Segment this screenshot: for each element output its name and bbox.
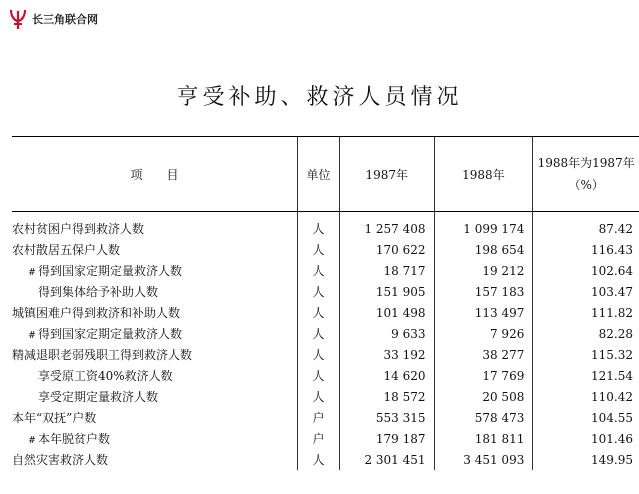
row-label-text: 享受原工资40%救济人数 xyxy=(38,369,173,383)
row-label-text: 享受定期定量救济人数 xyxy=(38,390,159,404)
header-1988: 1988年 xyxy=(434,137,533,212)
row-label-text: 本年“双抚”户数 xyxy=(12,411,97,425)
row-label xyxy=(12,323,298,344)
row-ratio: 111.82 xyxy=(533,302,639,323)
row-ratio: 102.64 xyxy=(533,260,639,281)
row-marker: # xyxy=(28,436,36,446)
row-value-1987: 179 187 xyxy=(339,428,434,449)
table-row xyxy=(12,281,639,302)
row-value-1988: 17 769 xyxy=(434,365,533,386)
row-value-1988: 157 183 xyxy=(434,281,533,302)
row-value-1988: 113 497 xyxy=(434,302,533,323)
logo-mark-icon xyxy=(8,8,28,30)
row-unit: 人 xyxy=(298,302,340,323)
row-label-text: 得到集体给予补助人数 xyxy=(38,285,159,299)
table-row xyxy=(12,323,639,344)
row-ratio: 103.47 xyxy=(533,281,639,302)
table-row xyxy=(12,212,639,240)
table-row xyxy=(12,449,639,470)
table-row xyxy=(12,239,639,260)
row-value-1987: 170 622 xyxy=(339,239,434,260)
header-row xyxy=(12,137,639,212)
table-row xyxy=(12,302,639,323)
table-row xyxy=(12,386,639,407)
row-label-text: 精减退职老弱残职工得到救济人数 xyxy=(12,348,193,362)
row-ratio: 87.42 xyxy=(533,212,639,240)
row-label-text: 城镇困难户得到救济和补助人数 xyxy=(12,306,181,320)
header-ratio-line1: 1988年为1987年 xyxy=(537,156,635,170)
site-logo xyxy=(8,8,98,30)
page-title: 亨受补助、救济人员情况 xyxy=(176,85,463,110)
row-unit: 户 xyxy=(298,428,340,449)
table-row xyxy=(12,365,639,386)
row-value-1988: 1 099 174 xyxy=(434,212,533,240)
row-value-1987: 9 633 xyxy=(339,323,434,344)
row-label-text: 自然灾害救济人数 xyxy=(12,453,109,467)
row-unit: 人 xyxy=(298,281,340,302)
row-ratio: 82.28 xyxy=(533,323,639,344)
row-marker: # xyxy=(28,331,36,341)
row-value-1987: 2 301 451 xyxy=(339,449,434,470)
row-label xyxy=(12,428,298,449)
row-label-text: 农村散居五保户人数 xyxy=(12,243,121,257)
row-value-1987: 553 315 xyxy=(339,407,434,428)
row-value-1988: 38 277 xyxy=(434,344,533,365)
row-label xyxy=(12,386,298,407)
row-value-1988: 578 473 xyxy=(434,407,533,428)
row-ratio: 110.42 xyxy=(533,386,639,407)
table-row xyxy=(12,260,639,281)
logo-text: 长三角联合网 xyxy=(32,13,98,26)
row-value-1988: 20 508 xyxy=(434,386,533,407)
header-unit: 单位 xyxy=(298,137,340,212)
table-row xyxy=(12,407,639,428)
row-unit: 人 xyxy=(298,212,340,240)
row-value-1987: 18 572 xyxy=(339,386,434,407)
row-value-1987: 101 498 xyxy=(339,302,434,323)
row-unit: 人 xyxy=(298,386,340,407)
row-value-1988: 19 212 xyxy=(434,260,533,281)
header-ratio xyxy=(533,137,639,212)
header-1987: 1987年 xyxy=(339,137,434,212)
row-ratio: 101.46 xyxy=(533,428,639,449)
row-label xyxy=(12,407,298,428)
row-ratio: 121.54 xyxy=(533,365,639,386)
header-ratio-line2: （%） xyxy=(568,178,604,192)
row-label xyxy=(12,449,298,470)
row-value-1987: 14 620 xyxy=(339,365,434,386)
row-value-1988: 198 654 xyxy=(434,239,533,260)
row-value-1987: 18 717 xyxy=(339,260,434,281)
row-label-text: 得到国家定期定量救济人数 xyxy=(38,264,183,278)
row-unit: 人 xyxy=(298,365,340,386)
row-value-1988: 7 926 xyxy=(434,323,533,344)
row-ratio: 149.95 xyxy=(533,449,639,470)
row-label xyxy=(12,212,298,240)
row-unit: 人 xyxy=(298,239,340,260)
row-value-1987: 151 905 xyxy=(339,281,434,302)
row-value-1987: 33 192 xyxy=(339,344,434,365)
row-ratio: 115.32 xyxy=(533,344,639,365)
table-row xyxy=(12,428,639,449)
row-label xyxy=(12,239,298,260)
row-label-text: 农村贫困户得到救济人数 xyxy=(12,222,145,236)
row-value-1987: 1 257 408 xyxy=(339,212,434,240)
row-label xyxy=(12,344,298,365)
row-unit: 人 xyxy=(298,344,340,365)
header-item: 项 目 xyxy=(12,137,298,212)
row-unit: 户 xyxy=(298,407,340,428)
row-label xyxy=(12,260,298,281)
table-body xyxy=(12,212,639,471)
row-ratio: 116.43 xyxy=(533,239,639,260)
data-table xyxy=(12,136,639,470)
row-label xyxy=(12,281,298,302)
row-ratio: 104.55 xyxy=(533,407,639,428)
row-unit: 人 xyxy=(298,260,340,281)
row-unit: 人 xyxy=(298,323,340,344)
table-row xyxy=(12,344,639,365)
row-label xyxy=(12,302,298,323)
row-label xyxy=(12,365,298,386)
row-unit: 人 xyxy=(298,449,340,470)
row-marker: # xyxy=(28,268,36,278)
row-label-text: 本年脱贫户数 xyxy=(38,432,111,446)
row-value-1988: 3 451 093 xyxy=(434,449,533,470)
row-label-text: 得到国家定期定量救济人数 xyxy=(38,327,183,341)
row-value-1988: 181 811 xyxy=(434,428,533,449)
